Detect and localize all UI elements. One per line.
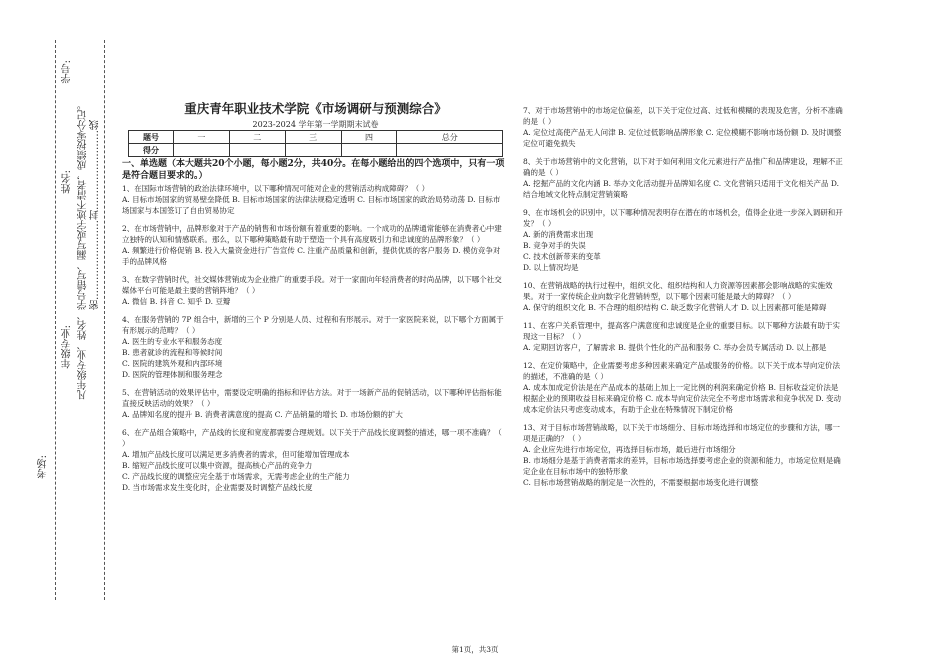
left-question-list xyxy=(122,183,507,493)
binding-margin xyxy=(0,0,110,672)
exam-site-label: 考场: xyxy=(38,455,49,479)
question-item xyxy=(122,274,507,307)
question-stem: 12、在定价策略中，企业需要考虑多种因素来确定产品或服务的价格。以下关于成本导向定价法的描述，不准确的是（ ） xyxy=(523,361,841,381)
question-options: A. 新的消费需求出现 xyxy=(523,230,594,239)
score-blank[interactable] xyxy=(229,144,285,157)
question-item xyxy=(122,314,507,380)
question-options: A. 医生的专业水平和服务态度 xyxy=(122,337,223,346)
right-column xyxy=(523,105,845,495)
question-stem: 7、对于市场营销中的市场定位偏差，以下关于定位过高、过低和模糊的表现及危害，分析不准确的是（ ） xyxy=(523,106,843,126)
exam-title: 重庆青年职业技术学院《市场调研与预测综合》 xyxy=(184,101,447,116)
question-options: B. 市场细分是基于消费者需求的差异，目标市场选择要考虑企业的资源和能力，市场定位则是确定企业在目标市场中的独特形象 xyxy=(523,456,841,476)
score-cell: 得分 xyxy=(129,144,174,157)
question-options: C. 产品线长度的调整应完全基于市场需求，无需考虑企业的生产能力 xyxy=(122,472,350,481)
score-cell: 总分 xyxy=(397,131,503,144)
cut-dashed-line xyxy=(104,40,105,600)
question-stem: 5、在营销活动的效果评估中，需要设定明确的指标和评估方法。对于一场新产品的促销活动，以下哪种评估指标能直接反映活动的效果？（ ） xyxy=(122,388,502,408)
question-item xyxy=(523,207,845,273)
score-cell: 三 xyxy=(285,131,341,144)
question-stem: 9、在市场机会的识别中，以下哪种情况表明存在潜在的市场机会，值得企业进一步深入调研和开发？（ ） xyxy=(523,208,843,228)
question-stem: 8、关于市场营销中的文化营销，以下对于如何利用文化元素进行产品推广和品牌建设，理解不正确的是（ ） xyxy=(523,157,843,177)
question-item xyxy=(122,183,507,216)
question-options: A. 定位过高使产品无人问津 B. 定位过低影响品牌形象 C. 定位模糊不影响市场份额 D. 及时调整定位可避免损失 xyxy=(523,128,842,148)
name-label: 姓名: xyxy=(62,170,73,194)
exam-subtitle: 2023-2024 学年第一学期期末试卷 xyxy=(252,120,379,129)
binding-notice: 凡年级专业、姓名、学号错写、漏写或字迹不清者，成绩按零分记。 xyxy=(78,100,89,400)
question-options: A. 挖掘产品的文化内涵 B. 举办文化活动提升品牌知名度 C. 文化营销只适用于文化相关产品 D. 结合地域文化特点制定营销策略 xyxy=(523,179,839,199)
question-options: A. 微信 B. 抖音 C. 知乎 D. 豆瓣 xyxy=(122,297,231,306)
score-header-row xyxy=(129,131,503,144)
right-question-list xyxy=(523,105,845,488)
question-options: C. 技术创新带来的变革 xyxy=(523,252,601,261)
question-item xyxy=(523,422,845,488)
page-footer: 第1页，共3页 xyxy=(451,645,499,654)
score-blank[interactable] xyxy=(285,144,341,157)
major-label: 年级专业: xyxy=(62,325,73,369)
question-options: A. 增加产品线长度可以满足更多消费者的需求，但可能增加管理成本 xyxy=(122,450,350,459)
question-stem: 6、在产品组合策略中，产品线的长度和宽度都需要合理规划。以下关于产品线长度调整的描述，哪一项不准确？（ ） xyxy=(122,428,502,448)
question-options: B. 竞争对手的失误 xyxy=(523,241,586,250)
question-options: C. 目标市场营销战略的制定是一次性的，不需要根据市场变化进行调整 xyxy=(523,478,759,487)
student-id-label: 学号: xyxy=(62,60,73,84)
score-blank-row xyxy=(129,144,503,157)
score-cell: 题号 xyxy=(129,131,174,144)
question-item xyxy=(523,360,845,415)
question-options: A. 频繁进行价格促销 B. 投入大量资金进行广告宣传 C. 注重产品质量和创新，提供优质的客户服务 D. 模仿竞争对手的品牌风格 xyxy=(122,246,501,266)
score-table xyxy=(128,130,503,157)
question-stem: 11、在客户关系管理中，提高客户满意度和忠诚度是企业的重要目标。以下哪种方法最有助于实现这一目标？（ ） xyxy=(523,321,841,341)
question-item xyxy=(523,280,845,313)
question-options: A. 定期回访客户，了解需求 B. 提供个性化的产品和服务 C. 举办会员专属活动 D. 以上都是 xyxy=(523,343,827,352)
question-options: A. 企业应先进行市场定位，再选择目标市场，最后进行市场细分 xyxy=(523,445,736,454)
question-stem: 10、在营销战略的执行过程中，组织文化、组织结构和人力资源等因素都会影响战略的实施效果。对于一家传统企业向数字化营销转型，以下哪个因素可能是最大的障碍？（ ） xyxy=(523,281,833,301)
question-item xyxy=(122,427,507,493)
question-options: A. 成本加成定价法是在产品成本的基础上加上一定比例的利润来确定价格 B. 目标收益定价法是根据企业的预期收益目标来确定价格 C. 成本导向定价法完全不考虑市场需求和竞争状况 D. 变动成本定价法只考虑变动成本，有助于企业在特殊情况下制定价格 xyxy=(523,383,842,414)
score-blank[interactable] xyxy=(397,144,503,157)
question-item xyxy=(523,320,845,353)
question-item xyxy=(523,156,845,200)
question-item xyxy=(122,223,507,267)
question-item xyxy=(523,105,845,149)
score-cell: 二 xyxy=(229,131,285,144)
question-options: D. 医院的管理体制和服务理念 xyxy=(122,370,223,379)
score-cell: 一 xyxy=(174,131,230,144)
question-stem: 2、在市场营销中，品牌形象对于产品的销售和市场份额有着重要的影响。一个成功的品牌通常能够在消费者心中建立独特的认知和情感联系。那么，以下哪种策略最有助于塑造一个具有高度吸引力和忠诚度的品牌形象？（ ） xyxy=(122,224,502,244)
question-stem: 4、在服务营销的 7P 组合中，新增的三个 P 分别是人员、过程和有形展示。对于一家医院来说，以下哪个方面属于有形展示的范畴？（ ） xyxy=(122,315,504,335)
question-options: A. 目标市场国家的贸易壁垒降低 B. 目标市场国家的法律法规稳定透明 C. 目标市场国家的政治局势动荡 D. 目标市场国家与本国签订了自由贸易协定 xyxy=(122,195,501,215)
score-blank[interactable] xyxy=(174,144,230,157)
question-options: D. 以上情况均是 xyxy=(523,263,579,272)
question-stem: 13、对于目标市场营销战略，以下关于市场细分、目标市场选择和市场定位的步骤和方法，哪一项是正确的？（ ） xyxy=(523,423,841,443)
question-options: A. 品牌知名度的提升 B. 消费者满意度的提高 C. 产品销量的增长 D. 市场份额的扩大 xyxy=(122,410,403,419)
seal-line-text: 密……………………封……………………线 xyxy=(90,120,101,310)
question-options: B. 缩短产品线长度可以集中资源，提高核心产品的竞争力 xyxy=(122,461,313,470)
score-cell: 四 xyxy=(341,131,397,144)
question-item xyxy=(122,387,507,420)
section-heading: 一、单选题（本大题共20个小题，每小题2分，共40分。在每小题给出的四个选项中，只有一项是符合题目要求的。） xyxy=(122,159,505,181)
question-stem: 1、在国际市场营销的政治法律环境中，以下哪种情况可能对企业的营销活动构成障碍？（ ） xyxy=(122,184,430,193)
question-options: C. 医院的建筑外观和内部环境 xyxy=(122,359,223,368)
question-stem: 3、在数字营销时代，社交媒体营销成为企业推广的重要手段。对于一家面向年轻消费者的时尚品牌，以下哪个社交媒体平台可能是最主要的营销阵地？（ ） xyxy=(122,275,502,295)
binding-dashed-line xyxy=(55,40,56,600)
question-options: D. 当市场需求发生变化时，企业需要及时调整产品线长度 xyxy=(122,483,313,492)
left-column xyxy=(122,158,507,500)
question-options: B. 患者就诊的流程和等候时间 xyxy=(122,348,223,357)
question-options: A. 保守的组织文化 B. 不合理的组织结构 C. 缺乏数字化营销人才 D. 以上因素都可能是障碍 xyxy=(523,303,827,312)
score-blank[interactable] xyxy=(341,144,397,157)
